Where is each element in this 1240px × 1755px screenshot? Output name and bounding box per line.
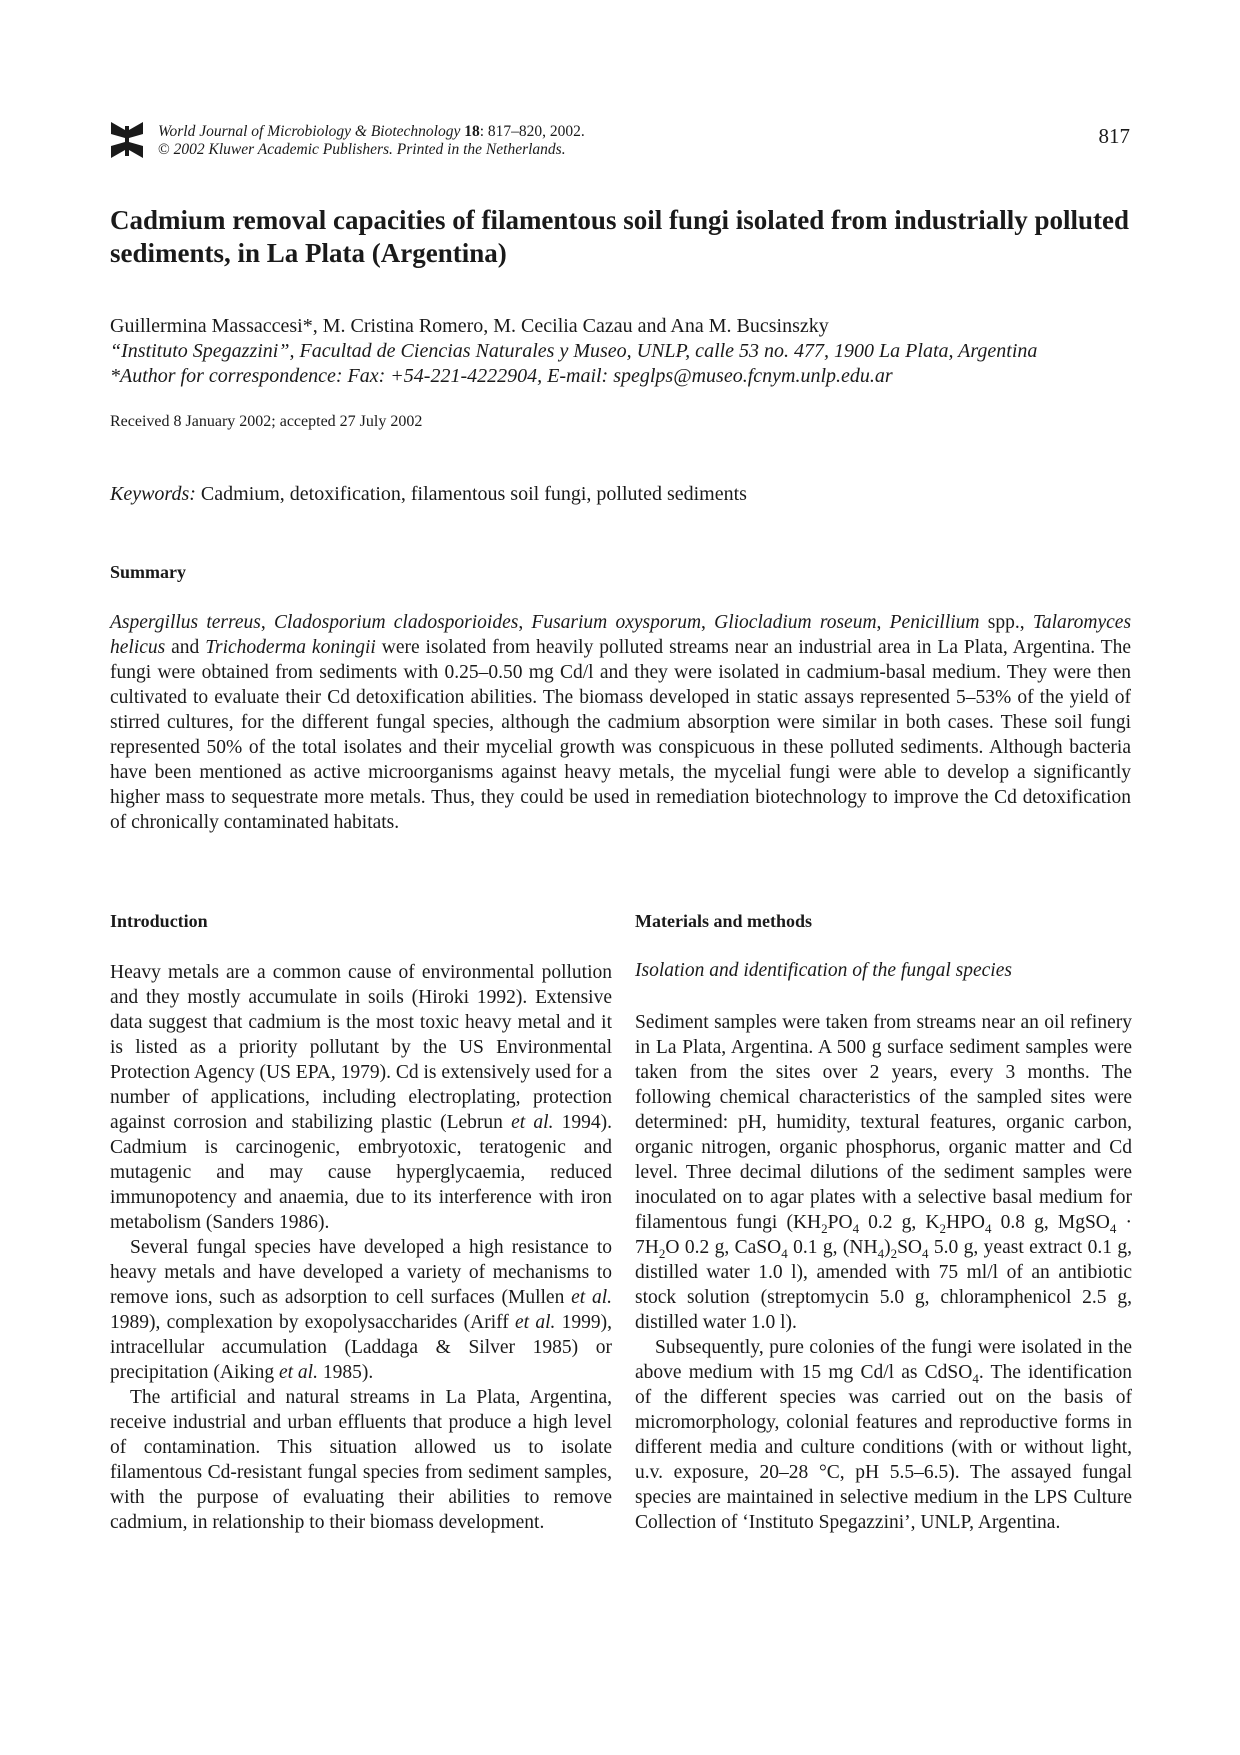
author-list: Guillermina Massaccesi*, M. Cristina Romero, M. Cecilia Cazau and Ana M. Bucsinszky: [110, 315, 829, 337]
received-dates: Received 8 January 2002; accepted 27 July 2002: [110, 413, 423, 430]
species-name: Fusarium oxysporum: [531, 612, 702, 633]
methods-paragraph-2: Subsequently, pure colonies of the fungi were isolated in the above medium with 15 mg Cd/l as CdSO$_4$. The identification of the different species was carried out on the basis of micromorphology, colonial features and reproductive forms in different media and culture conditions (with or without light, u.v. exposure, 20–28 °C, pH 5.5–6.5). The assayed fungal species are maintained in selective medium in the LPS Culture Collection of ‘Instituto Spegazzini’, UNLP, Argentina.: [635, 1337, 1132, 1533]
keywords-label: Keywords:: [110, 483, 196, 505]
journal-name: World Journal of Microbiology & Biotechnology: [158, 123, 461, 140]
methods-column: [635, 1010, 1132, 1535]
introduction-column: [110, 960, 612, 1535]
intro-paragraph-1: Heavy metals are a common cause of environmental pollution and they mostly accumulate in soils (Hiroki 1992). Extensive data suggest that cadmium is the most toxic heavy metal and it is listed as a priority pollutant by the US Environmental Protection Agency (US EPA, 1979). Cd is extensively used for a number of applications, including electroplating, protection against corrosion and stabilizing plastic (Lebrun et al. 1994). Cadmium is carcinogenic, embryotoxic, teratogenic and mutagenic and may cause hyperglycaemia, reduced immunopotency and anaemia, due to its interference with iron metabolism (Sanders 1986).: [110, 962, 613, 1233]
publisher-logo-icon: [109, 120, 145, 160]
copyright-symbol: ©: [158, 141, 170, 158]
copyright-text: 2002 Kluwer Academic Publishers. Printed in the Netherlands.: [173, 141, 566, 158]
summary-body: were isolated from heavily polluted streams near an industrial area in La Plata, Argentina. The fungi were obtained from sediments with 0.25–0.50 mg Cd/l and they were isolated in cadmium-basal medium. They were then cultivated to evaluate their Cd detoxification abilities. The biomass developed in static assays represented 5–53% of the yield of stirred cultures, for the different fungal species, although the cadmium absorption were similar in both cases. These soil fungi represented 50% of the total isolates and their mycelial growth was conspicuous in these polluted sediments. Although bacteria have been mentioned as active microorganisms against heavy metals, the mycelial fungi were able to develop a significantly higher mass to sequestrate more metals. Thus, they could be used in remediation biotechnology to improve the Cd detoxification of chronically contaminated habitats.: [110, 637, 1132, 833]
intro-paragraph-2: Several fungal species have developed a high resistance to heavy metals and have developed a variety of mechanisms to remove ions, such as adsorption to cell surfaces (Mullen et al. 1989), complexation by exopolysaccharides (Ariff et al. 1999), intracellular accumulation (Laddaga & Silver 1985) or precipitation (Aiking et al. 1985).: [110, 1237, 613, 1383]
species-name: Gliocladium roseum: [714, 612, 877, 633]
journal-citation: [158, 123, 585, 159]
species-name: Trichoderma koningii: [205, 637, 376, 658]
methods-heading: Materials and methods: [635, 911, 812, 931]
species-name: Aspergillus terreus: [110, 612, 261, 633]
journal-pages: : 817–820, 2002.: [479, 123, 585, 140]
species-name: Penicillium: [889, 612, 980, 633]
correspondence: *Author for correspondence: Fax: +54-221-4222904, E-mail: speglps@museo.fcnym.unlp.edu.ar: [110, 365, 893, 387]
methods-paragraph-1: Sediment samples were taken from streams near an oil refinery in La Plata, Argentina. A 500 g surface sediment samples were taken from the sites over 2 years, every 3 months. The following chemical characteristics of the sampled sites were determined: pH, humidity, textural features, organic carbon, organic nitrogen, organic phosphorus, organic matter and Cd level. Three decimal dilutions of the sediment samples were inoculated on to agar plates with a selective basal medium for filamentous fungi ($KH_2PO_4$ 0.2 g, $K_2HPO_4$ 0.8 g, MgSO$_4$ · $7H_2O$ 0.2 g, CaSO$_4$ 0.1 g, $(NH_4)_2SO_4$ 5.0 g, yeast extract 0.1 g, distilled water 1.0 l), amended with 75 ml/l of an antibiotic stock solution (streptomycin 5.0 g, chloramphenicol 2.5 g, distilled water 1.0 l).: [635, 1012, 1132, 1333]
summary-heading: Summary: [110, 562, 186, 582]
species-name: Cladosporium cladosporioides: [273, 612, 519, 633]
summary-text: Aspergillus terreus, Cladosporium cladosporioides, Fusarium oxysporum, Gliocladium roseum, Penicillium spp., Talaromyces helicus and Trichoderma koningii were isolated from heavily polluted streams near an industrial area in La Plata, Argentina. The fungi were obtained from sediments with 0.25–0.50 mg Cd/l and they were isolated in cadmium-basal medium. They were then cultivated to evaluate their Cd detoxification abilities. The biomass developed in static assays represented 5–53% of the yield of stirred cultures, for the different fungal species, although the cadmium absorption were similar in both cases. These soil fungi represented 50% of the total isolates and their mycelial growth was conspicuous in these polluted sediments. Although bacteria have been mentioned as active microorganisms against heavy metals, the mycelial fungi were able to develop a significantly higher mass to sequestrate more metals. Thus, they could be used in remediation biotechnology to improve the Cd detoxification of chronically contaminated habitats.: [110, 612, 1132, 833]
and-text: and: [171, 637, 200, 658]
keywords-text: Cadmium, detoxification, filamentous soil fungi, polluted sediments: [200, 483, 747, 505]
keywords: [110, 482, 747, 507]
affiliation: “Instituto Spegazzini”, Facultad de Ciencias Naturales y Museo, UNLP, calle 53 no. 477, 1900 La Plata, Argentina: [110, 340, 1038, 362]
journal-volume: 18: [464, 123, 480, 140]
intro-paragraph-3: The artificial and natural streams in La Plata, Argentina, receive industrial and urban effluents that produce a high level of contamination. This situation allowed us to isolate filamentous Cd-resistant fungal species from sediment samples, with the purpose of evaluating their abilities to remove cadmium, in relationship to their biomass development.: [110, 1387, 612, 1533]
species-name: Talaromyces helicus: [110, 612, 1132, 658]
article-title: Cadmium removal capacities of filamentous soil fungi isolated from industrially polluted sediments, in La Plata (Argentina): [110, 205, 1130, 268]
methods-subheading: Isolation and identification of the fungal species: [635, 960, 1012, 981]
spp-text: spp.,: [987, 612, 1025, 633]
page-number: 817: [1098, 124, 1130, 148]
introduction-heading: Introduction: [110, 911, 208, 931]
